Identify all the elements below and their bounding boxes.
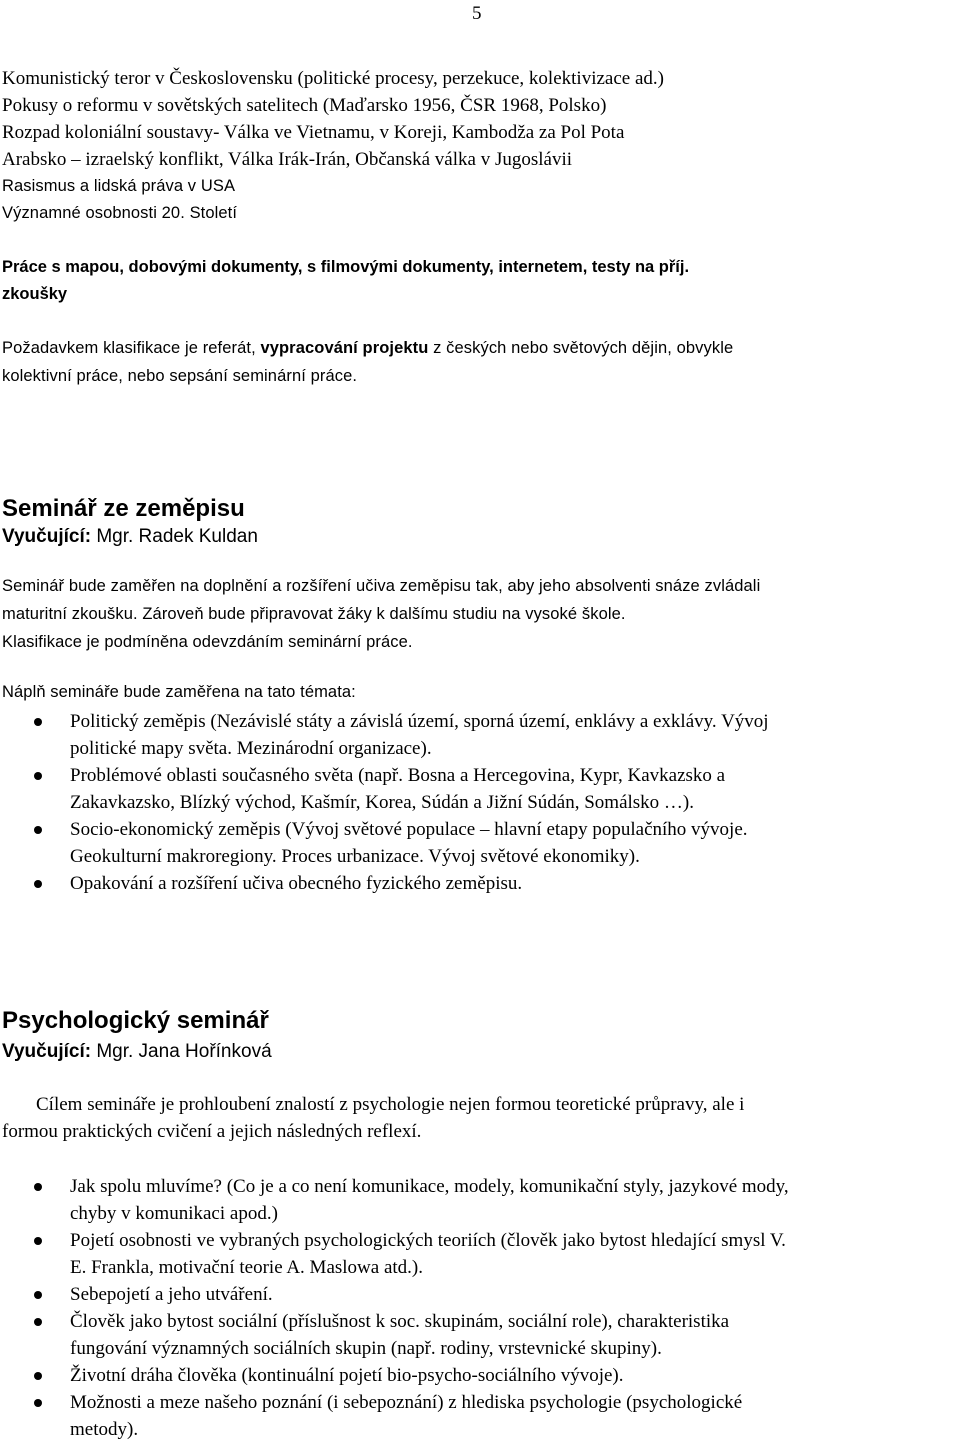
item-line: Sebepojetí a jeho utváření. — [70, 1284, 273, 1305]
bullet-icon — [34, 1291, 42, 1299]
classification-text: kolektivní práce, nebo sepsání seminární práce. — [2, 367, 358, 385]
item-line: metody). — [70, 1419, 139, 1440]
psychology-teacher — [2, 1039, 956, 1065]
bullet-icon — [34, 772, 42, 780]
psychology-title: Psychologický seminář — [2, 1007, 269, 1034]
teacher-label: Vyučující: — [2, 1041, 92, 1062]
list-item — [2, 762, 956, 816]
geography-intro — [2, 572, 956, 656]
bullet-icon — [34, 1399, 42, 1407]
list-item — [2, 1227, 956, 1281]
history-topic: Rozpad koloniální soustavy- Válka ve Vietnamu, v Koreji, Kambodža za Pol Pota — [2, 122, 625, 143]
teacher-name: Mgr. Radek Kuldan — [91, 526, 258, 547]
item-line: Opakování a rozšíření učiva obecného fyzického zeměpisu. — [70, 873, 523, 894]
bullet-icon — [34, 1318, 42, 1326]
bullet-icon — [34, 1237, 42, 1245]
geography-topics — [2, 708, 956, 897]
item-line: Možnosti a meze našeho poznání (i sebepoznání) z hlediska psychologie (psychologické — [70, 1392, 743, 1413]
psychology-intro — [2, 1091, 956, 1145]
geography-teacher — [2, 524, 956, 550]
list-item — [2, 1308, 956, 1362]
psychology-topics — [2, 1173, 956, 1443]
history-topic: Významné osobnosti 20. Století — [2, 204, 238, 222]
bullet-icon — [34, 1372, 42, 1380]
intro-line: maturitní zkoušku. Zároveň bude připravovat žáky k dalšímu studiu na vysoké škole. — [2, 605, 626, 623]
bullet-icon — [34, 826, 42, 834]
teacher-name: Mgr. Jana Hořínková — [91, 1041, 272, 1062]
intro-line: Seminář bude zaměřen na doplnění a rozšíření učiva zeměpisu tak, aby jeho absolventi snáze zvládali — [2, 577, 761, 595]
history-classification — [2, 334, 956, 390]
bullet-icon — [34, 880, 42, 888]
bullet-icon — [34, 1183, 42, 1191]
classification-text: z českých nebo světových dějin, obvykle — [428, 339, 734, 357]
teacher-label: Vyučující: — [2, 526, 92, 547]
item-line: Pojetí osobnosti ve vybraných psychologických teoriích (člověk jako bytost hledající smysl V. — [70, 1230, 786, 1251]
item-line: Jak spolu mluvíme? (Co je a co není komunikace, modely, komunikační styly, jazykové mody, — [70, 1176, 789, 1197]
history-topic: Rasismus a lidská práva v USA — [2, 177, 236, 195]
list-item — [2, 870, 956, 897]
item-line: Životní dráha člověka (kontinuální pojetí bio-psycho-sociálního vývoje). — [70, 1365, 624, 1386]
list-item — [2, 1173, 956, 1227]
item-line: politické mapy světa. Mezinárodní organizace). — [70, 738, 432, 759]
history-topics — [2, 65, 956, 227]
item-line: E. Frankla, motivační teorie A. Maslowa atd.). — [70, 1257, 423, 1278]
item-line: chyby v komunikaci apod.) — [70, 1203, 278, 1224]
intro-line: formou praktických cvičení a jejich následných reflexí. — [2, 1121, 422, 1142]
item-line: Geokulturní makroregiony. Proces urbanizace. Vývoj světové ekonomiky). — [70, 846, 640, 867]
item-line: Člověk jako bytost sociální (příslušnost k soc. skupinám, sociální role), charakteristika — [70, 1311, 730, 1332]
item-line: Politický zeměpis (Nezávislé státy a závislá území, sporná území, enklávy a exklávy. Vývoj — [70, 711, 769, 732]
methods-line: Práce s mapou, dobovými dokumenty, s filmovými dokumenty, internetem, testy na příj. — [2, 258, 690, 276]
classification-text: Požadavkem klasifikace je referát, — [2, 339, 261, 357]
item-line: fungování významných sociálních skupin (např. rodiny, vrstevnické skupiny). — [70, 1338, 662, 1359]
history-topic: Komunistický teror v Československu (politické procesy, perzekuce, kolektivizace ad.) — [2, 68, 664, 89]
item-line: Zakavkazsko, Blízký východ, Kašmír, Korea, Súdán a Jižní Súdán, Somálsko …). — [70, 792, 695, 813]
history-topic: Arabsko – izraelský konflikt, Válka Irák-Irán, Občanská válka v Jugoslávii — [2, 149, 573, 170]
bullet-icon — [34, 718, 42, 726]
intro-line: Klasifikace je podmíněna odevzdáním seminární práce. — [2, 633, 413, 651]
list-item — [2, 1281, 956, 1308]
list-item — [2, 816, 956, 870]
geography-title: Seminář ze zeměpisu — [2, 495, 245, 522]
item-line: Socio-ekonomický zeměpis (Vývoj světové populace – hlavní etapy populačního vývoje. — [70, 819, 748, 840]
page-number: 5 — [472, 3, 482, 24]
list-item — [2, 708, 956, 762]
list-item — [2, 1362, 956, 1389]
classification-bold: vypracování projektu — [260, 339, 429, 357]
methods-line: zkoušky — [2, 285, 68, 303]
history-topic: Pokusy o reformu v sovětských satelitech (Maďarsko 1956, ČSR 1968, Polsko) — [2, 95, 607, 116]
intro-line: Cílem semináře je prohloubení znalostí z psychologie nejen formou teoretické průpravy, ale i — [36, 1094, 745, 1115]
list-item — [2, 1389, 956, 1443]
history-methods — [2, 254, 956, 308]
item-line: Problémové oblasti současného světa (např. Bosna a Hercegovina, Kypr, Kavkazsko a — [70, 765, 726, 786]
geography-topics-heading: Náplň semináře bude zaměřena na tato témata: — [2, 683, 356, 701]
